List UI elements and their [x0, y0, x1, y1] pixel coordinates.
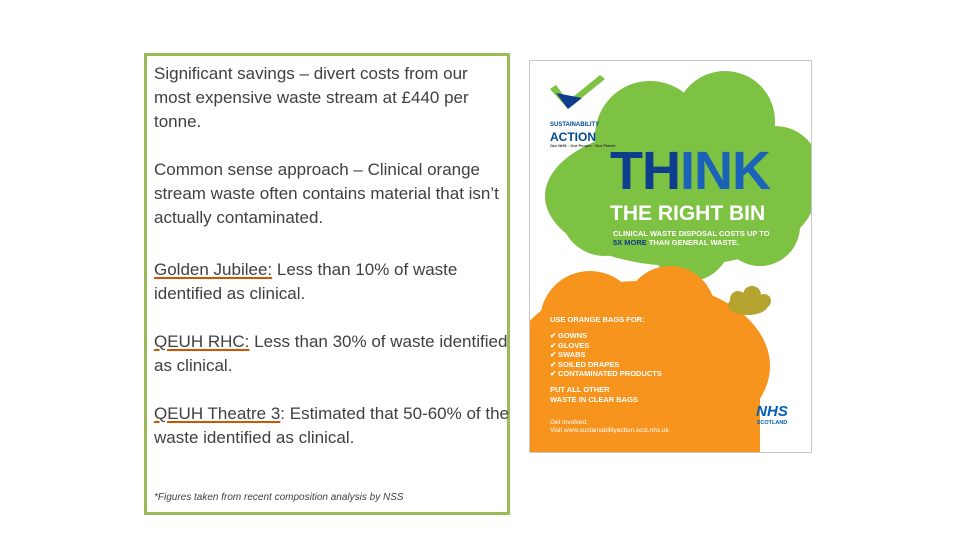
- put-all-line1: PUT ALL OTHER: [550, 385, 610, 394]
- check-icon: ✔: [550, 350, 557, 359]
- golden-jubilee-paragraph: [154, 258, 509, 306]
- sa-tagline: Our NHS · Our People · Our Planet: [550, 143, 616, 148]
- savings-paragraph: Significant savings – divert costs from our most expensive waste stream at £440 per tonne.: [154, 64, 469, 131]
- clinical-waste-cost: [613, 229, 793, 247]
- orange-bags-heading: USE ORANGE BAGS FOR:: [550, 315, 645, 324]
- qeuh-theatre-text: : Estimated that 50-60% of the waste identified as clinical.: [154, 404, 509, 447]
- put-all-line2: WASTE IN CLEAR BAGS: [550, 394, 638, 404]
- golden-jubilee-label: Golden Jubilee:: [154, 260, 273, 279]
- nhs-scotland-logo: [752, 403, 792, 426]
- list-item: ✔ SOILED DRAPES: [550, 359, 620, 369]
- list-item: ✔ GOWNS: [550, 331, 588, 340]
- sa-big-text: ACTION: [550, 130, 596, 144]
- put-all-other-text: [550, 385, 638, 404]
- common-sense-paragraph: Common sense approach – Clinical orange stream waste often contains material that isn’t actually contaminated.: [154, 160, 499, 227]
- think-right-bin-poster: [529, 60, 812, 453]
- qeuh-rhc-text: Less than 30% of waste identified as clinical.: [154, 332, 508, 375]
- cw-highlight: 5X MORE: [613, 238, 647, 247]
- footnote: *Figures taken from recent composition analysis by NSS: [154, 492, 404, 503]
- list-item: ✔ CONTAMINATED PRODUCTS: [550, 369, 662, 378]
- right-bin-heading: THE RIGHT BIN: [610, 202, 766, 225]
- check-icon: ✔: [550, 331, 557, 340]
- check-icon: ✔: [550, 369, 557, 378]
- cw-line2: THAN GENERAL WASTE.: [646, 238, 740, 247]
- check-icon: ✔: [550, 340, 557, 350]
- sustainability-check-logo: [550, 75, 605, 109]
- think-ink: INK: [679, 141, 770, 201]
- small-cloud-olive: [728, 286, 771, 315]
- get-involved-text: [550, 419, 669, 435]
- think-th: TH: [610, 141, 680, 201]
- check-icon: ✔: [550, 359, 557, 369]
- list-item: ✔ SWABS: [550, 350, 586, 359]
- qeuh-rhc-label: QEUH RHC:: [154, 332, 250, 351]
- list-item: ✔ GLOVES: [550, 340, 590, 350]
- golden-jubilee-text: Less than 10% of waste identified as clinical.: [154, 260, 458, 303]
- visit-url: Visit www.sustainabilityaction.scot.nhs.uk: [550, 427, 669, 434]
- qeuh-theatre-paragraph: [154, 402, 509, 450]
- nhs-logo-text: NHS: [756, 403, 788, 420]
- qeuh-rhc-paragraph: [154, 330, 509, 378]
- qeuh-theatre-label: QEUH Theatre 3: [154, 404, 281, 423]
- cw-line1: CLINICAL WASTE DISPOSAL COSTS UP TO: [613, 229, 770, 238]
- sa-small-text: SUSTAINABILITY: [550, 122, 600, 128]
- orange-bag-list: [550, 331, 662, 379]
- get-involved-line: Get involved.: [550, 419, 588, 426]
- sustainability-action-logo: [550, 119, 599, 143]
- scotland-text: SCOTLAND: [756, 420, 788, 426]
- info-textbox: [144, 53, 510, 515]
- think-heading: [610, 141, 770, 201]
